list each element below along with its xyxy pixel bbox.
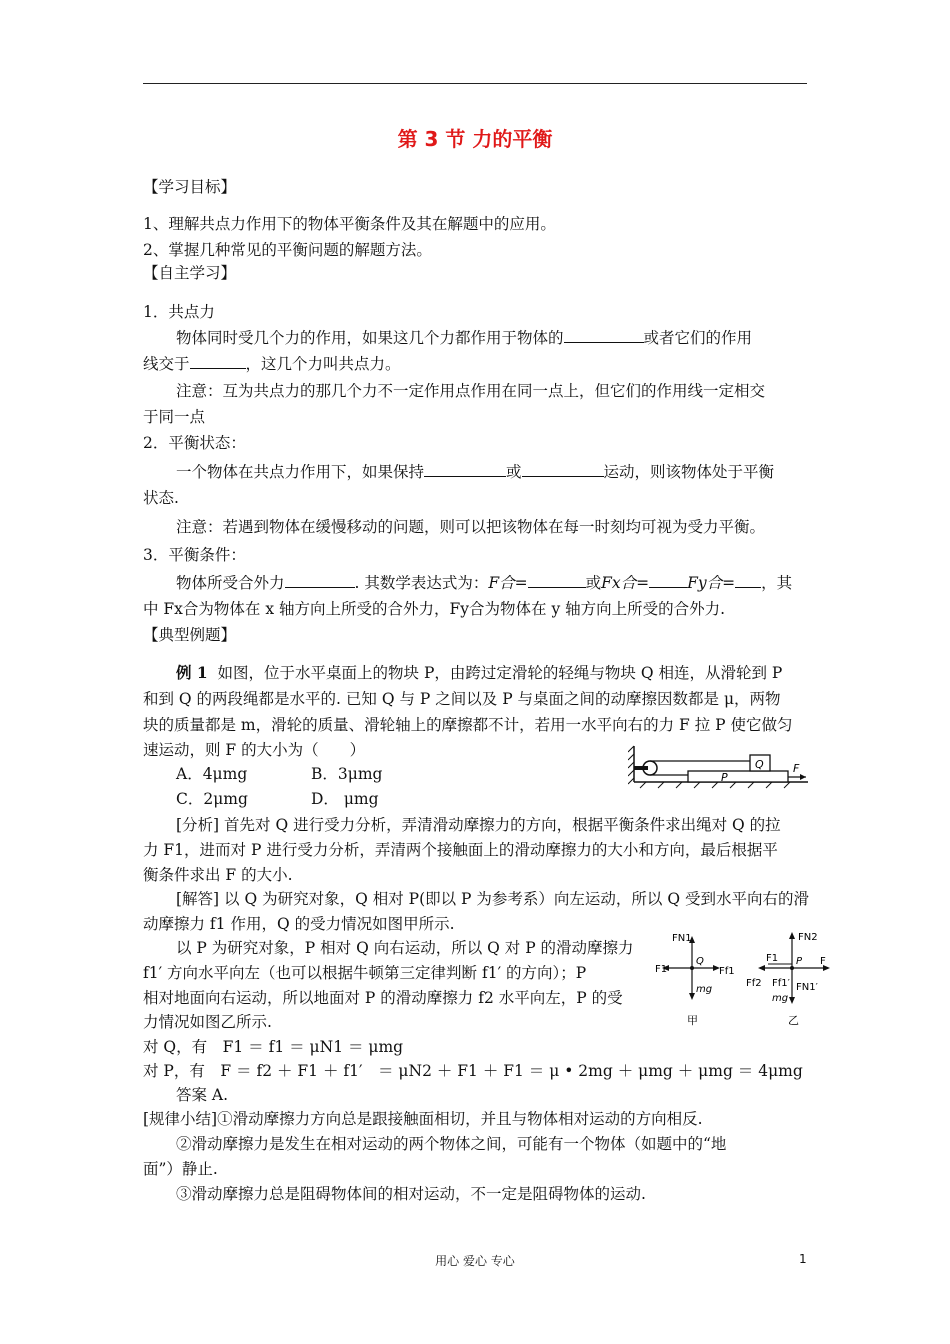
svg-text:F1: F1 <box>655 964 668 975</box>
blank-field <box>528 573 586 588</box>
solution-line5: 相对地面向右运动，所以地面对 P 的滑动摩擦力 f2 水平向左，P 的受 <box>143 989 623 1007</box>
option-b: B．3μmg <box>311 765 383 783</box>
svg-text:甲: 甲 <box>687 1014 698 1026</box>
svg-text:FN1: FN1 <box>672 933 692 944</box>
blank-field <box>564 328 644 343</box>
example-line2: 和到 Q 的两段绳都是水平的. 已知 Q 与 P 之间以及 P 与桌面之间的动摩擦因数都是 μ，两物 <box>143 690 781 708</box>
section-1-para-line2: 线交于 ，这几个力叫共点力。 <box>143 355 401 373</box>
section-1-note-line1: 注意：互为共点力的那几个力不一定作用点作用在同一点上，但它们的作用线一定相交 <box>176 382 766 400</box>
header-rule <box>143 83 807 84</box>
equation-p: 对 P，有 F ＝ f2 ＋ F1 ＋ f1′ ＝ μN2 ＋ F1 ＋ F1 ＝ μ • 2mg ＋ μmg ＋ μmg ＝ 4μmg <box>143 1062 803 1080</box>
section-3-para-line2: 中 Fx合为物体在 x 轴方向上所受的合外力，Fy合为物体在 y 轴方向上所受的合外力. <box>143 600 726 618</box>
section-2-note: 注意：若遇到物体在缓慢移动的问题，则可以把该物体在每一时刻均可视为受力平衡。 <box>176 518 766 536</box>
option-d: D． μmg <box>311 790 379 808</box>
blank-field <box>190 354 246 369</box>
force-diagram-yi <box>742 924 842 1028</box>
solution-line2: 动摩擦力 f1 作用，Q 的受力情况如图甲所示. <box>143 915 455 933</box>
svg-text:Ff1′: Ff1′ <box>772 978 790 989</box>
blank-field <box>735 573 761 588</box>
block-p <box>688 771 788 782</box>
force-diagram-jia <box>652 928 742 1026</box>
svg-text:Q: Q <box>696 956 704 967</box>
analysis-line2: 力 F1，进而对 P 进行受力分析，弄清两个接触面上的滑动摩擦力的大小和方向，最后根据平 <box>143 841 778 859</box>
examples-header: 【典型例题】 <box>143 626 237 644</box>
footer-motto: 用心 爱心 专心 <box>435 1254 515 1268</box>
self-study-header: 【自主学习】 <box>143 264 237 282</box>
svg-text:F: F <box>793 762 800 775</box>
solution-line6: 力情况如图乙所示. <box>143 1013 272 1031</box>
blank-field <box>285 573 355 588</box>
example-line4: 速运动，则 F 的大小为（ ） <box>143 741 366 759</box>
svg-text:F1: F1 <box>766 953 779 964</box>
section-3-title: 3．平衡条件： <box>143 546 246 564</box>
section-2-para-line2: 状态. <box>143 489 179 507</box>
svg-text:FN2: FN2 <box>798 932 818 943</box>
page-number: 1 <box>799 1252 807 1266</box>
section-3-para-line1: 物体所受合外力 . 其数学表达式为：F合= 或Fx合= Fy合= ，其 <box>176 574 793 592</box>
option-a: A．4μmg <box>176 765 248 783</box>
svg-text:Ff2: Ff2 <box>746 978 762 989</box>
section-2-title: 2．平衡状态： <box>143 434 246 452</box>
goal-1: 1、理解共点力作用下的物体平衡条件及其在解题中的应用。 <box>143 215 556 233</box>
rule-2-line2: 面”）静止. <box>143 1160 218 1178</box>
svg-text:Ff1: Ff1 <box>719 966 735 977</box>
svg-text:F: F <box>820 956 826 967</box>
rule-3: ③滑动摩擦力总是阻碍物体间的相对运动，不一定是阻碍物体的运动. <box>176 1185 646 1203</box>
svg-text:乙: 乙 <box>788 1014 799 1027</box>
pulley-setup-figure <box>628 742 810 790</box>
example-line3: 块的质量都是 m，滑轮的质量、滑轮轴上的摩擦都不计，若用一水平向右的力 F 拉 P 使它做匀 <box>143 716 793 734</box>
blank-field <box>424 462 506 477</box>
blank-field <box>522 462 604 477</box>
rule-1: [规律小结]①滑动摩擦力方向总是跟接触面相切，并且与物体相对运动的方向相反. <box>143 1110 703 1128</box>
page-title: 第 3 节 力的平衡 <box>397 127 553 151</box>
solution-line3: 以 P 为研究对象，P 相对 Q 向右运动，所以 Q 对 P 的滑动摩擦力 <box>176 939 634 957</box>
section-1-note-line2: 于同一点 <box>143 408 206 426</box>
rule-2-line1: ②滑动摩擦力是发生在相对运动的两个物体之间，可能有一个物体（如题中的“地 <box>176 1135 727 1153</box>
analysis-line3: 衡条件求出 F 的大小. <box>143 866 293 884</box>
solution-line4: f1′ 方向水平向左（也可以根据牛顿第三定律判断 f1′ 的方向）；P <box>143 964 587 982</box>
svg-text:mg: mg <box>696 984 713 995</box>
svg-text:P: P <box>721 771 728 784</box>
option-c: C．2μmg <box>176 790 248 808</box>
example-line1: 例 1 如图，位于水平桌面上的物块 P，由跨过定滑轮的轻绳与物块 Q 相连，从滑轮到 P <box>176 663 783 682</box>
equation-q: 对 Q，有 F1 ＝ f1 ＝ μN1 ＝ μmg <box>143 1038 404 1056</box>
svg-text:mg: mg <box>772 993 789 1004</box>
blank-field <box>649 573 687 588</box>
goals-header: 【学习目标】 <box>143 178 237 196</box>
answer: 答案 A. <box>176 1086 229 1104</box>
solution-line1: [解答] 以 Q 为研究对象，Q 相对 P(即以 P 为参考系）向左运动，所以 Q 受到水平向右的滑 <box>176 890 809 908</box>
svg-text:Q: Q <box>755 758 764 771</box>
analysis-line1: [分析] 首先对 Q 进行受力分析，弄清滑动摩擦力的方向，根据平衡条件求出绳对 Q 的拉 <box>176 816 781 834</box>
section-1-para-line1: 物体同时受几个力的作用，如果这几个力都作用于物体的 或者它们的作用 <box>176 329 753 347</box>
section-1-title: 1．共点力 <box>143 303 215 321</box>
svg-text:P: P <box>796 956 803 967</box>
svg-text:FN1′: FN1′ <box>796 982 818 993</box>
section-2-para-line1: 一个物体在共点力作用下，如果保持 或 运动，则该物体处于平衡 <box>176 463 775 481</box>
goal-2: 2、掌握几种常见的平衡问题的解题方法。 <box>143 241 432 259</box>
